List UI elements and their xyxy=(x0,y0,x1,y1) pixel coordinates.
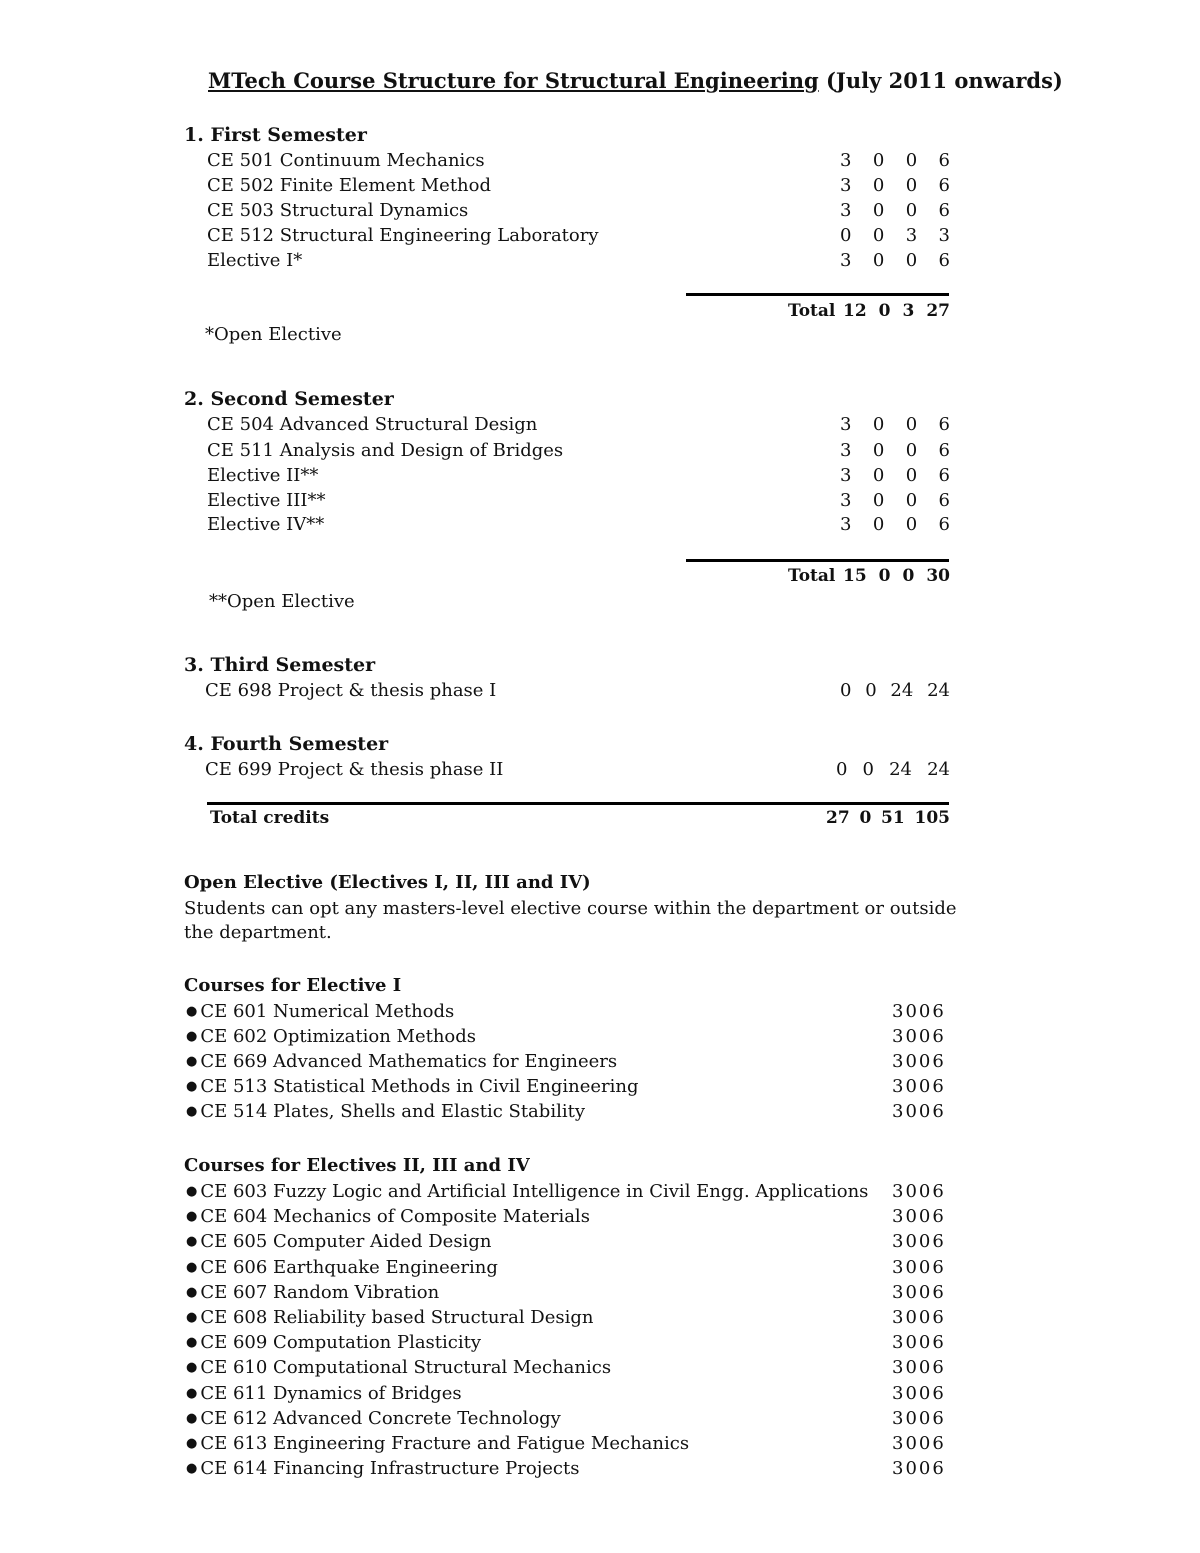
bullet-icon: ● xyxy=(186,1436,198,1451)
total-label: Total xyxy=(788,301,836,321)
list-item xyxy=(186,1026,476,1047)
semester-heading: 3. Third Semester xyxy=(184,654,376,676)
elective-course-name: CE 614 Financing Infrastructure Projects xyxy=(200,1458,580,1480)
course-name: CE 503 Structural Dynamics xyxy=(207,200,469,221)
bullet-icon: ● xyxy=(186,1310,198,1325)
course-name: CE 512 Structural Engineering Laboratory xyxy=(207,225,599,246)
course-name: Elective III** xyxy=(207,490,326,511)
elective-course-name: CE 612 Advanced Concrete Technology xyxy=(200,1407,561,1429)
elective-course-credits: 3006 xyxy=(892,1231,946,1253)
list-item xyxy=(186,1076,638,1097)
bullet-icon: ● xyxy=(186,1335,198,1351)
elective-course-name: CE 514 Plates, Shells and Elastic Stability xyxy=(200,1101,585,1122)
elective-course-name: CE 606 Earthquake Engineering xyxy=(200,1256,498,1278)
elective-course-credits: 3006 xyxy=(892,1101,946,1122)
elective-course-credits: 3006 xyxy=(892,1051,946,1072)
elective-course-name: CE 669 Advanced Mathematics for Engineers xyxy=(200,1051,618,1072)
semester-total: 15 0 0 30 xyxy=(843,566,950,586)
total-label: Total xyxy=(788,566,836,586)
elective-course-name: CE 602 Optimization Methods xyxy=(200,1026,477,1047)
elective1-heading: Courses for Elective I xyxy=(184,975,402,996)
semester-total: 12 0 3 27 xyxy=(843,301,950,321)
course-credits: 3 0 0 6 xyxy=(840,175,950,196)
elective-course-credits: 3006 xyxy=(892,1382,946,1404)
elective-course-name: CE 610 Computational Structural Mechanics xyxy=(200,1357,612,1379)
elective-course-credits: 3006 xyxy=(892,1433,946,1454)
list-item xyxy=(186,1181,868,1202)
course-name: CE 501 Continuum Mechanics xyxy=(207,150,485,171)
bullet-icon: ● xyxy=(186,1284,198,1300)
course-name: CE 504 Advanced Structural Design xyxy=(207,414,538,435)
page-title xyxy=(208,68,1063,93)
title-date: (July 2011 onwards) xyxy=(818,68,1063,93)
elective-course-name: CE 605 Computer Aided Design xyxy=(200,1231,492,1253)
open-elective-heading: Open Elective (Electives I, II, III and IV) xyxy=(184,872,591,893)
elective-course-name: CE 608 Reliability based Structural Design xyxy=(200,1307,594,1328)
list-item xyxy=(186,1307,594,1328)
elective-course-name: CE 601 Numerical Methods xyxy=(200,1001,455,1022)
list-item xyxy=(186,1257,498,1278)
course-credits: 0 0 24 24 xyxy=(836,759,950,780)
elective-course-credits: 3006 xyxy=(892,1281,946,1303)
list-item xyxy=(186,1332,481,1353)
elective-course-credits: 3006 xyxy=(892,1001,946,1022)
elective-course-name: CE 607 Random Vibration xyxy=(200,1281,440,1303)
course-credits: 3 0 0 6 xyxy=(840,250,950,271)
elective-course-name: CE 603 Fuzzy Logic and Artificial Intelligence in Civil Engg. Applications xyxy=(200,1181,869,1202)
bullet-icon: ● xyxy=(186,1209,198,1225)
course-name: CE 698 Project & thesis phase I xyxy=(205,680,497,701)
list-item xyxy=(186,1408,561,1429)
elective-course-name: CE 613 Engineering Fracture and Fatigue Mechanics xyxy=(200,1433,690,1454)
elective-course-credits: 3006 xyxy=(892,1458,946,1480)
course-name: CE 502 Finite Element Method xyxy=(207,175,492,196)
elective-course-credits: 3006 xyxy=(892,1307,946,1328)
list-item xyxy=(186,1231,491,1252)
elective-course-name: CE 604 Mechanics of Composite Materials xyxy=(200,1206,590,1228)
bullet-icon: ● xyxy=(186,1385,198,1401)
course-name: Elective II** xyxy=(207,465,319,486)
list-item xyxy=(186,1051,617,1072)
list-item xyxy=(186,1282,439,1303)
list-item xyxy=(186,1357,611,1378)
list-item xyxy=(186,1383,462,1404)
footnote: *Open Elective xyxy=(205,324,342,345)
list-item xyxy=(186,1001,454,1022)
elective-course-name: CE 609 Computation Plasticity xyxy=(200,1332,482,1354)
course-credits: 0 0 3 3 xyxy=(840,225,950,246)
bullet-icon: ● xyxy=(186,1259,198,1275)
bullet-icon: ● xyxy=(186,1104,198,1119)
total-divider xyxy=(686,559,949,562)
list-item xyxy=(186,1206,590,1227)
title-main: MTech Course Structure for Structural Engineering xyxy=(208,68,819,93)
semester-heading: 2. Second Semester xyxy=(184,388,394,410)
course-credits: 3 0 0 6 xyxy=(840,440,950,461)
course-credits: 3 0 0 6 xyxy=(840,200,950,221)
semester-heading: 1. First Semester xyxy=(184,124,367,146)
bullet-icon: ● xyxy=(186,1184,198,1199)
elective-course-credits: 3006 xyxy=(892,1256,946,1278)
total-credits-divider xyxy=(207,802,949,805)
elective234-heading: Courses for Electives II, III and IV xyxy=(184,1155,530,1176)
footnote: **Open Elective xyxy=(209,591,355,612)
total-credits-values: 27 0 51 105 xyxy=(826,808,950,828)
bullet-icon: ● xyxy=(186,1360,198,1376)
list-item xyxy=(186,1458,580,1479)
course-credits: 3 0 0 6 xyxy=(840,490,950,511)
bullet-icon: ● xyxy=(186,1410,198,1426)
course-credits: 0 0 24 24 xyxy=(840,680,950,701)
course-credits: 3 0 0 6 xyxy=(840,465,950,486)
elective-course-credits: 3006 xyxy=(892,1026,946,1047)
bullet-icon: ● xyxy=(186,1234,198,1250)
bullet-icon: ● xyxy=(186,1461,198,1477)
course-name: CE 699 Project & thesis phase II xyxy=(205,759,504,780)
course-name: Elective I* xyxy=(207,250,303,271)
list-item xyxy=(186,1101,585,1122)
elective-course-credits: 3006 xyxy=(892,1076,946,1097)
bullet-icon: ● xyxy=(186,1029,198,1044)
bullet-icon: ● xyxy=(186,1079,198,1094)
open-elective-text: Students can opt any masters-level elective course within the department or outside the department. xyxy=(184,898,957,943)
total-divider xyxy=(686,293,949,296)
course-credits: 3 0 0 6 xyxy=(840,514,950,535)
bullet-icon: ● xyxy=(186,1004,198,1019)
elective-course-credits: 3006 xyxy=(892,1357,946,1379)
elective-course-name: CE 611 Dynamics of Bridges xyxy=(200,1382,462,1404)
list-item xyxy=(186,1433,689,1454)
elective-course-credits: 3006 xyxy=(892,1332,946,1354)
course-credits: 3 0 0 6 xyxy=(840,414,950,435)
course-name: CE 511 Analysis and Design of Bridges xyxy=(207,440,564,461)
total-credits-label: Total credits xyxy=(210,808,330,828)
elective-course-credits: 3006 xyxy=(892,1181,946,1202)
elective-course-credits: 3006 xyxy=(892,1407,946,1429)
semester-heading: 4. Fourth Semester xyxy=(184,733,389,755)
course-credits: 3 0 0 6 xyxy=(840,150,950,171)
course-name: Elective IV** xyxy=(207,514,325,535)
bullet-icon: ● xyxy=(186,1054,198,1069)
elective-course-name: CE 513 Statistical Methods in Civil Engineering xyxy=(200,1076,639,1097)
elective-course-credits: 3006 xyxy=(892,1206,946,1228)
